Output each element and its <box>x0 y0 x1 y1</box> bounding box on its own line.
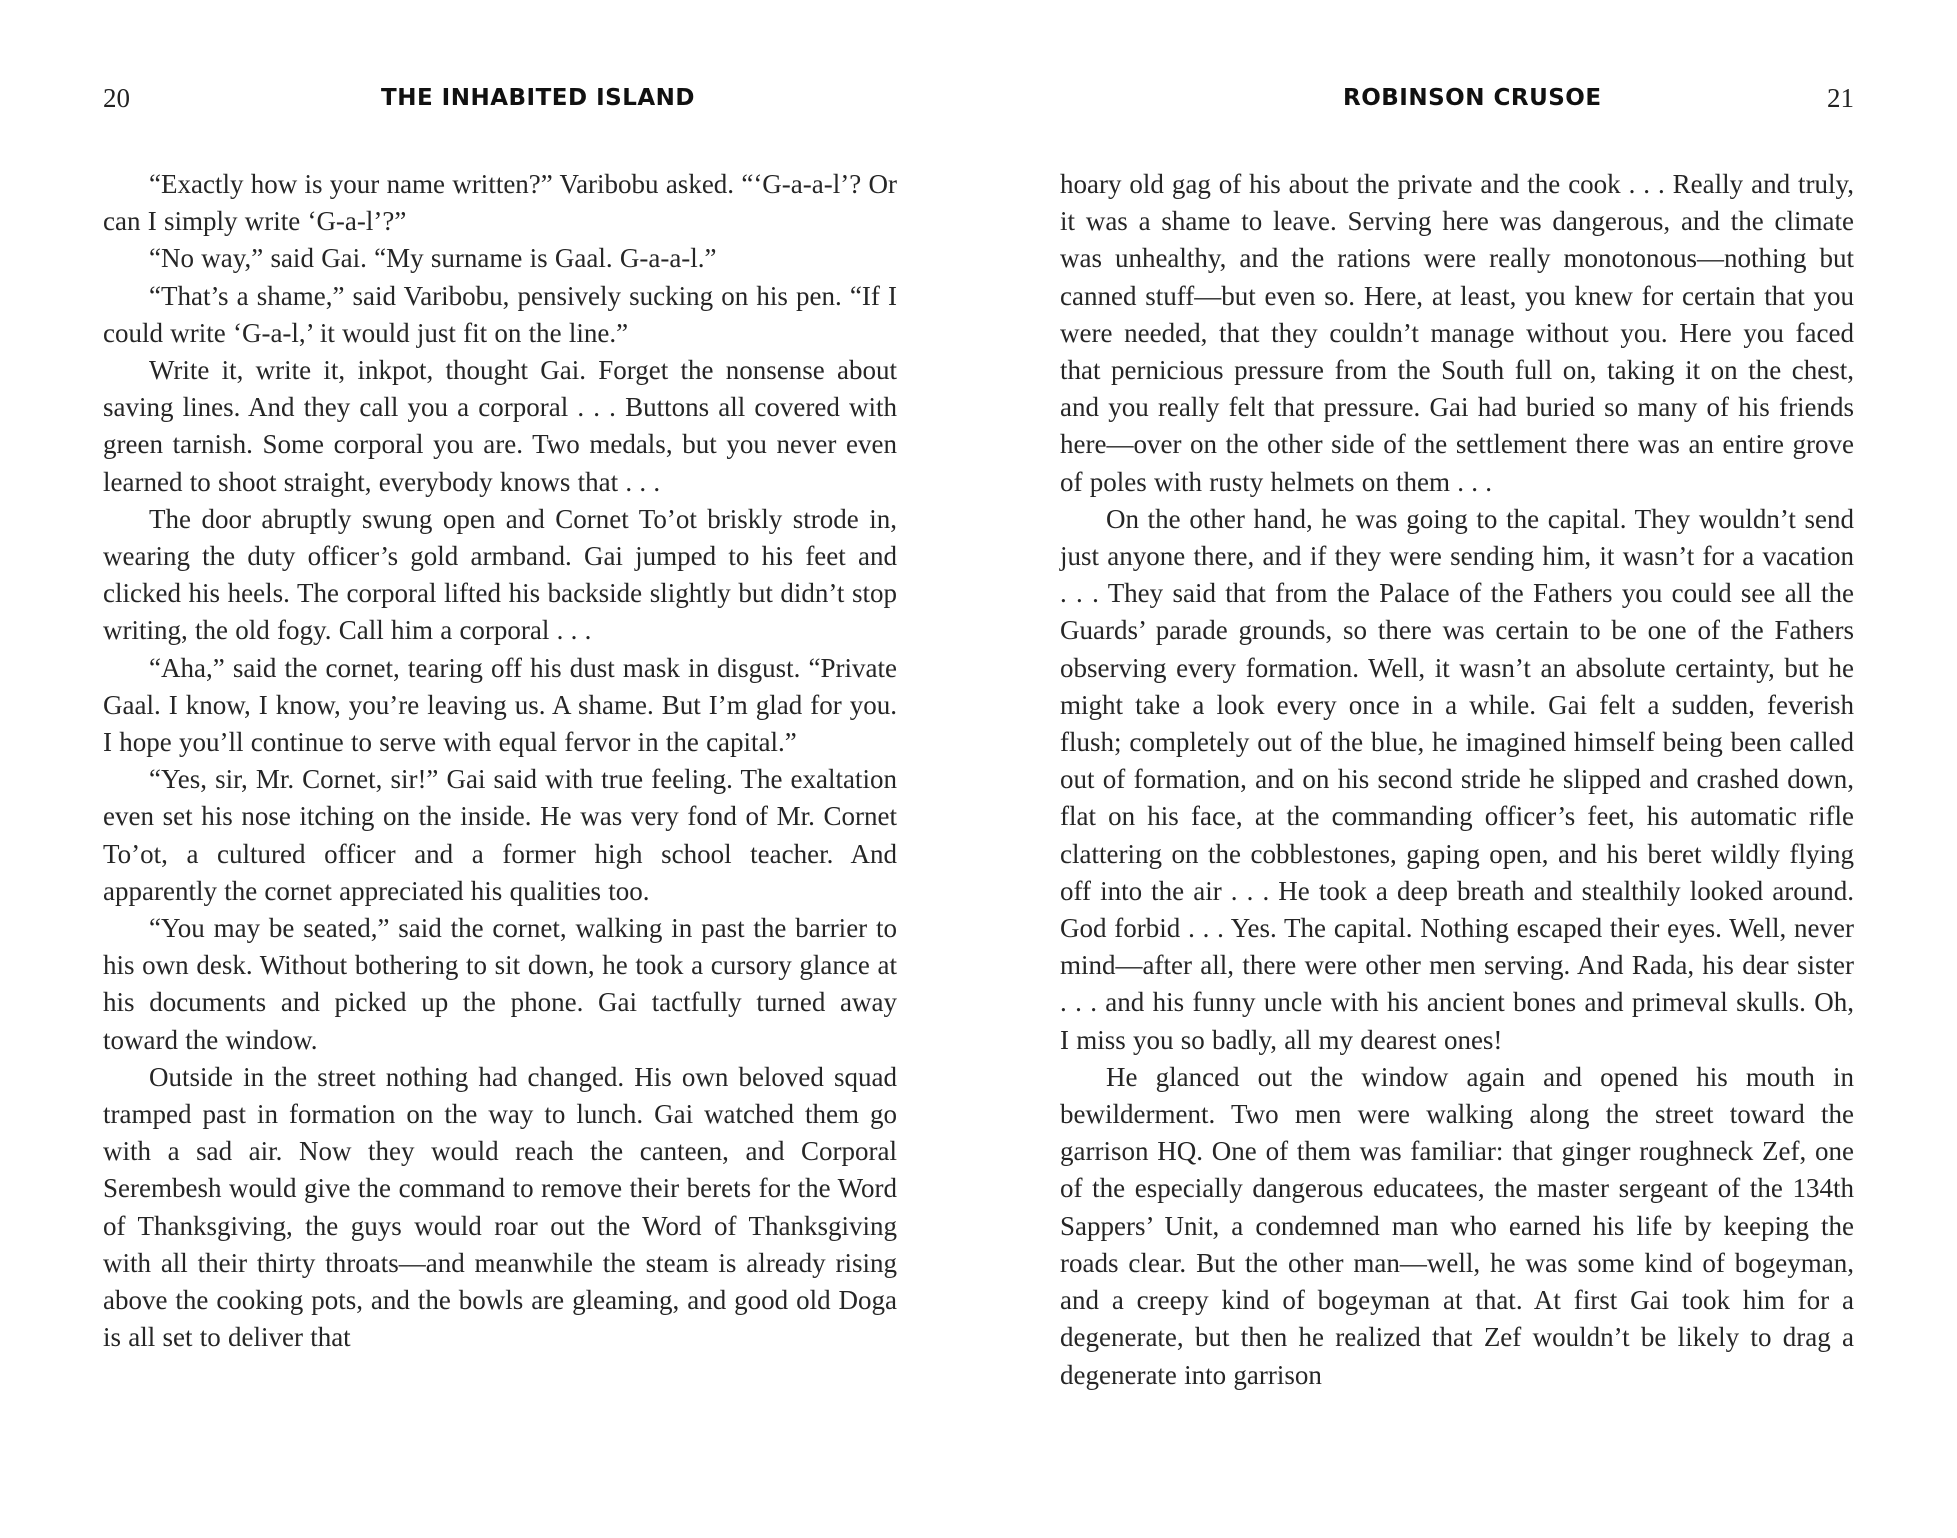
paragraph: “No way,” said Gai. “My surname is Gaal. G-a-a-l.” <box>149 243 717 274</box>
left-page-body <box>103 166 897 1357</box>
paragraph: hoary old gag of his about the private and the cook . . . Really and truly, it was a shame to leave. Serving here was dangerous, and the climate was unhealthy, and the rations were really monotonous—nothing but canned stuff—but even so. Here, at least, you knew for certain that you were needed, that they couldn’t manage without you. Here you faced that pernicious pressure from the South full on, taking it on the chest, and you really felt that pressure. Gai had buried so many of his friends here—over on the other side of the settlement there was an entire grove of poles with rusty helmets on them . . . <box>1060 169 1854 497</box>
paragraph: “Exactly how is your name written?” Varibobu asked. “‘G-a-a-l’? Or can I simply write ‘G-a-l’?” <box>103 169 897 237</box>
paragraph: “Aha,” said the cornet, tearing off his dust mask in disgust. “Private Gaal. I know, I know, you’re leaving us. A shame. But I’m glad for you. I hope you’ll continue to serve with equal fervor in the capital.” <box>103 652 897 758</box>
paragraph: The door abruptly swung open and Cornet To’ot briskly strode in, wearing the duty officer’s gold armband. Gai jumped to his feet and clicked his heels. The corporal lifted his backside slightly but didn’t stop writing, the old fogy. Call him a corporal . . . <box>103 503 897 646</box>
right-page-number: 21 <box>1827 83 1854 113</box>
right-running-title: ROBINSON CRUSOE <box>1343 85 1602 111</box>
left-page-header <box>103 78 897 118</box>
paragraph: “Yes, sir, Mr. Cornet, sir!” Gai said with true feeling. The exaltation even set his nose itching on the inside. He was very fond of Mr. Cornet To’ot, a cultured officer and a former high school teacher. And apparently the cornet appreciated his qualities too. <box>103 764 897 906</box>
left-page-number: 20 <box>103 83 130 113</box>
paragraph: On the other hand, he was going to the capital. They wouldn’t send just anyone there, and if they were sending him, it wasn’t for a vacation . . . They said that from the Palace of the Fathers you could see all the Guards’ parade grounds, so there was certain to be one of the Fathers observing every formation. Well, it wasn’t an absolute certainty, but he might take a look every once in a while. Gai felt a sudden, feverish flush; completely out of the blue, he imagined himself being been called out of formation, and on his second stride he slipped and crashed down, flat on his face, at the commanding officer’s feet, his automatic rifle clattering on the cobblestones, gaping open, and his beret wildly flying off into the air . . . He took a deep breath and stealthily looked around. God forbid . . . Yes. The capital. Nothing escaped their eyes. Well, never mind—after all, there were other men serving. And Rada, his dear sister . . . and his funny uncle with his ancient bones and primeval skulls. Oh, I miss you so badly, all my dearest ones! <box>1060 503 1854 1055</box>
right-page-header <box>1060 78 1854 118</box>
paragraph: “That’s a shame,” said Varibobu, pensively sucking on his pen. “If I could write ‘G-a-l,’ it would just fit on the line.” <box>103 280 897 348</box>
paragraph: Write it, write it, inkpot, thought Gai. Forget the nonsense about saving lines. And they call you a corporal . . . Buttons all covered with green tarnish. Some corporal you are. Two medals, but you never even learned to shoot straight, everybody knows that . . . <box>103 355 897 497</box>
right-page <box>978 0 1957 1538</box>
paragraph: He glanced out the window again and opened his mouth in bewilderment. Two men were walking along the street toward the garrison HQ. One of them was familiar: that ginger roughneck Zef, one of the especially dangerous educatees, the master sergeant of the 134th Sappers’ Unit, a condemned man who earned his life by keeping the roads clear. But the other man—well, he was some kind of bogeyman, and a creepy kind of bogeyman at that. At first Gai took him for a degenerate, but then he realized that Zef wouldn’t be likely to drag a degenerate into garrison <box>1060 1061 1854 1390</box>
left-running-title: THE INHABITED ISLAND <box>381 85 696 111</box>
paragraph: “You may be seated,” said the cornet, walking in past the barrier to his own desk. Without bothering to sit down, he took a cursory glance at his documents and picked up the phone. Gai tactfully turned away toward the window. <box>103 913 897 1055</box>
right-page-body <box>1060 166 1854 1394</box>
paragraph: Outside in the street nothing had changed. His own beloved squad tramped past in formation on the way to lunch. Gai watched them go with a sad air. Now they would reach the canteen, and Corporal Serembesh would give the command to remove their berets for the Word of Thanksgiving, the guys would roar out the Word of Thanksgiving with all their thirty throats—and meanwhile the steam is already rising above the cooking pots, and the bowls are gleaming, and good old Doga is all set to deliver that <box>103 1061 897 1353</box>
left-page <box>0 0 978 1538</box>
